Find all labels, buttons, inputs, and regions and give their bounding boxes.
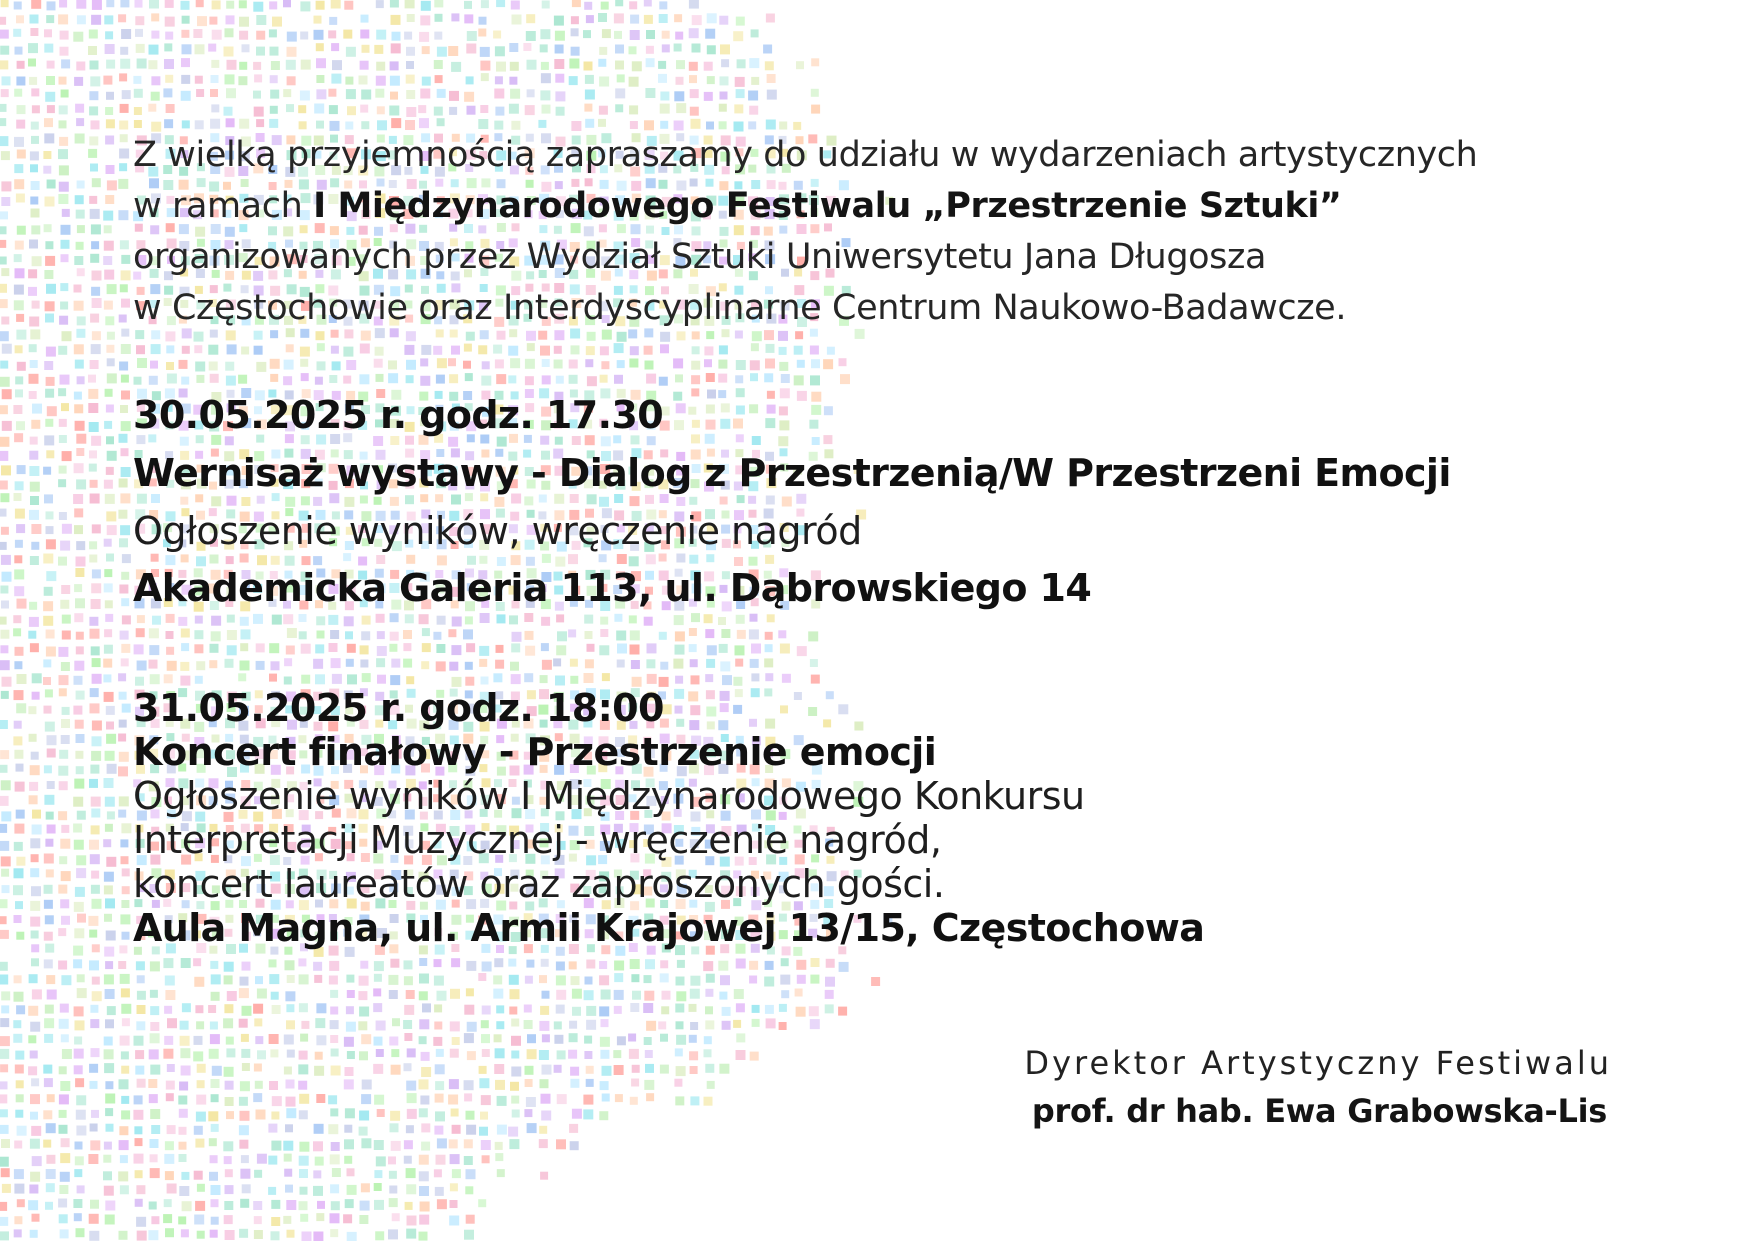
event-2-title: Koncert finałowy - Przestrzenie emocji	[133, 730, 937, 774]
event-1-title: Wernisaż wystawy - Dialog z Przestrzenią/W Przestrzeni Emocji	[133, 451, 1451, 495]
signature-name: prof. dr hab. Ewa Grabowska-Lis	[1031, 1092, 1607, 1130]
event-2-venue: Aula Magna, ul. Armii Krajowej 13/15, Częstochowa	[133, 906, 1205, 950]
event-1-venue: Akademicka Galeria 113, ul. Dąbrowskiego 14	[133, 566, 1092, 610]
event-1-date: 30.05.2025 r. godz. 17.30	[133, 393, 664, 437]
intro-line-2	[133, 186, 1342, 226]
intro-line-3: organizowanych przez Wydział Sztuki Uniwersytetu Jana Długosza	[133, 237, 1267, 277]
event-2-date: 31.05.2025 r. godz. 18:00	[133, 686, 664, 730]
event-2-description-line-3: koncert laureatów oraz zaproszonych gości.	[133, 862, 945, 906]
festival-name: I Międzynarodowego Festiwalu „Przestrzenie Sztuki”	[313, 186, 1342, 226]
intro-line-4: w Częstochowie oraz Interdyscyplinarne Centrum Naukowo-Badawcze.	[133, 288, 1347, 328]
signature-role: Dyrektor Artystyczny Festiwalu	[1024, 1044, 1612, 1082]
intro-line-1: Z wielką przyjemnością zapraszamy do udziału w wydarzeniach artystycznych	[133, 135, 1478, 175]
event-2-description-line-1: Ogłoszenie wyników I Międzynarodowego Konkursu	[133, 774, 1085, 818]
event-1-description: Ogłoszenie wyników, wręczenie nagród	[133, 509, 862, 553]
intro-line-2-prefix: w ramach	[133, 186, 314, 226]
event-2-description-line-2: Interpretacji Muzycznej - wręczenie nagród,	[133, 818, 942, 862]
